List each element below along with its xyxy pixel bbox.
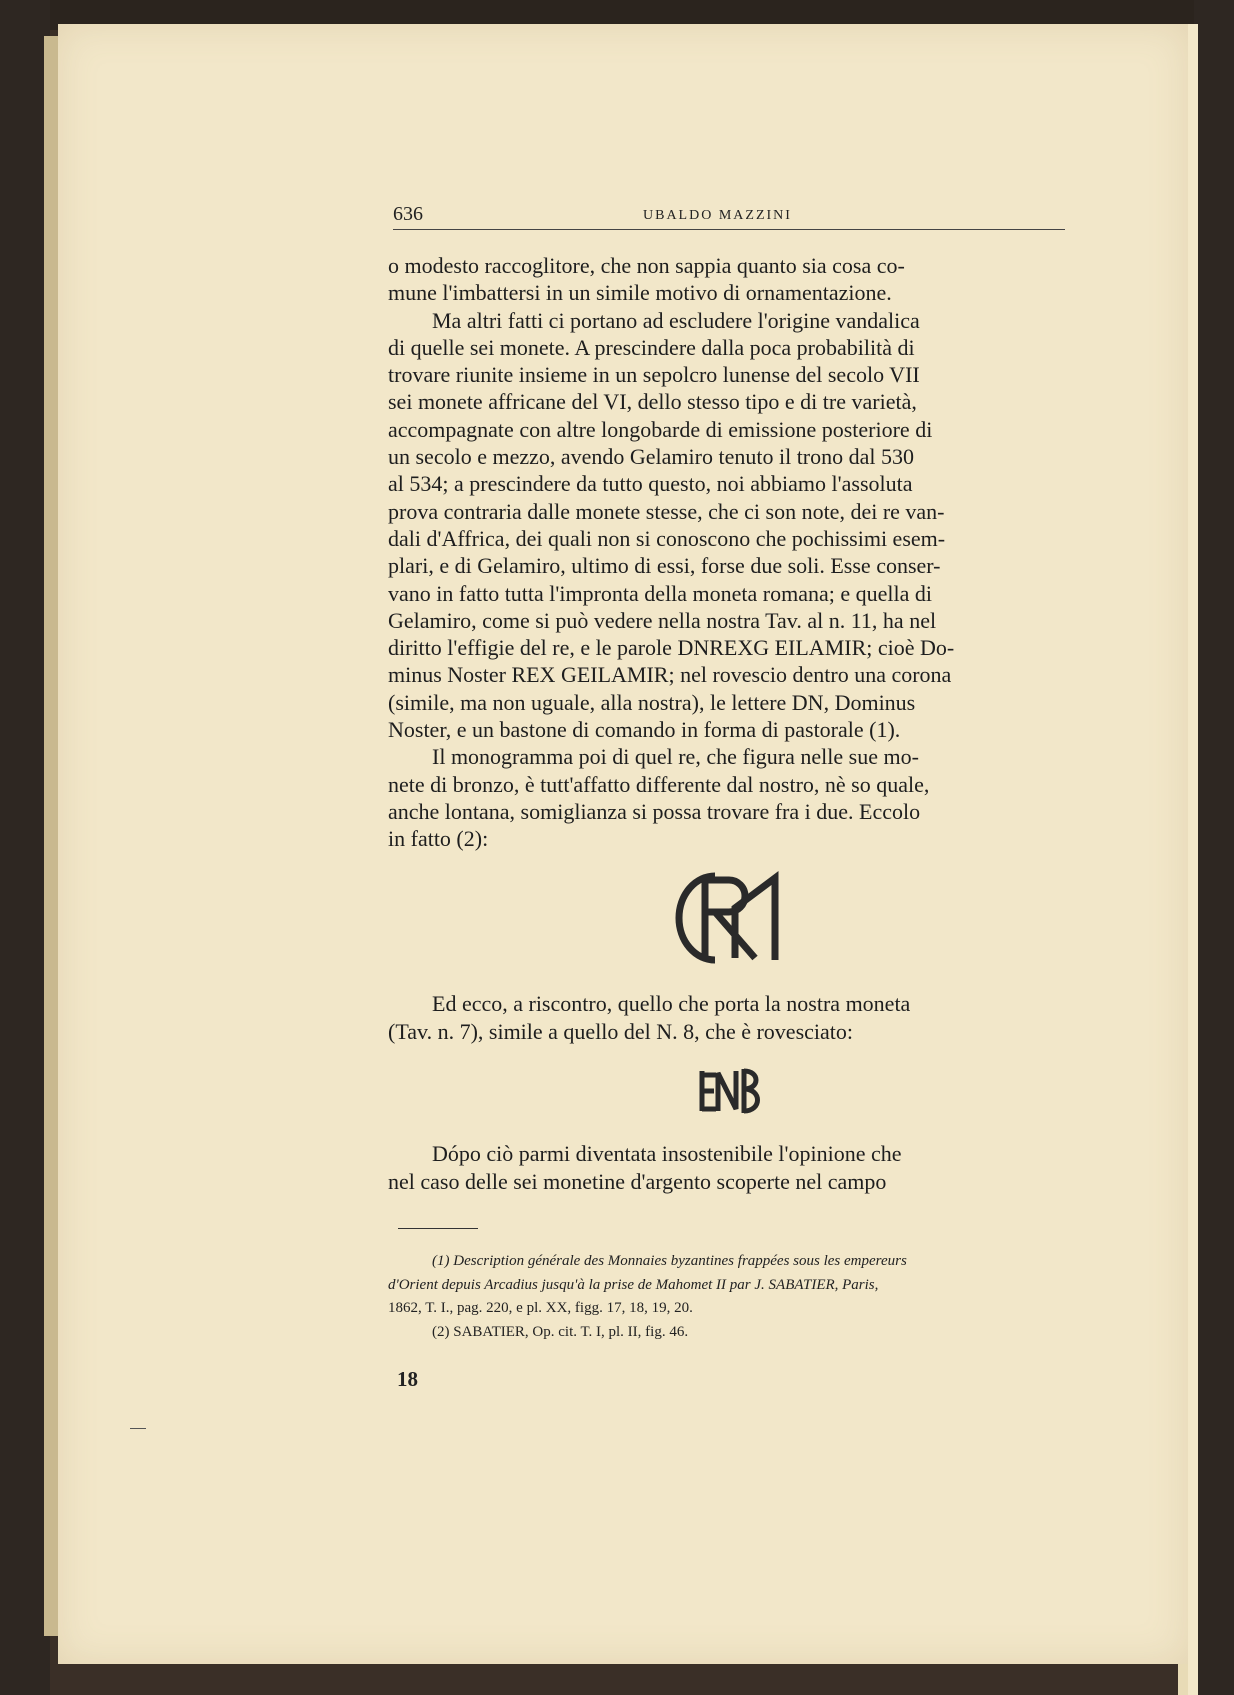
main-text bbox=[388, 252, 1068, 853]
footnote-line: d'Orient depuis Arcadius jusqu'à la prise de Mahomet II par J. SABATIER, Paris, bbox=[388, 1276, 879, 1293]
scanner-bed-left bbox=[0, 0, 50, 1695]
footnote-line: (1) Description générale des Monnaies byzantines frappées sous les empereurs bbox=[432, 1253, 907, 1269]
footnotes bbox=[388, 1250, 1070, 1344]
text-line: nete di bronzo, è tutt'affatto differente dal nostro, nè so quale, bbox=[388, 771, 930, 797]
footnote-line: 1862, T. I., pag. 220, e pl. XX, figg. 17, 18, 19, 20. bbox=[388, 1300, 693, 1316]
text-line: trovare riunite insieme in un sepolcro lunense del secolo VII bbox=[388, 362, 920, 388]
running-title: UBALDO MAZZINI bbox=[643, 208, 792, 223]
text-line: Il monogramma poi di quel re, che figura nelle sue mo- bbox=[432, 744, 919, 770]
facing-page-edge bbox=[1188, 24, 1198, 1695]
text-line: accompagnate con altre longobarde di emissione posteriore di bbox=[388, 416, 933, 442]
text-line: (simile, ma non uguale, alla nostra), le lettere DN, Dominus bbox=[388, 689, 916, 715]
text-line: di quelle sei monete. A prescindere dalla poca probabilità di bbox=[388, 334, 915, 360]
text-line: o modesto raccoglitore, che non sappia quanto sia cosa co- bbox=[388, 253, 905, 278]
paragraph bbox=[388, 990, 1068, 1046]
text-line: prova contraria dalle monete stesse, che ci son note, dei re van- bbox=[388, 498, 945, 524]
page-header bbox=[393, 205, 1065, 230]
monogram-gelamiro-icon bbox=[675, 868, 790, 968]
text-line: (Tav. n. 7), simile a quello del N. 8, che è rovesciato: bbox=[388, 1019, 853, 1044]
text-line: vano in fatto tutta l'impronta della moneta romana; e quella di bbox=[388, 580, 933, 606]
text-line: Noster, e un bastone di comando in forma di pastorale (1). bbox=[388, 717, 901, 743]
text-line: diritto l'effigie del re, e le parole DNREXG EILAMIR; cioè Do- bbox=[388, 635, 955, 661]
text-line: al 534; a prescindere da tutto questo, noi abbiamo l'assoluta bbox=[388, 471, 913, 497]
text-line: in fatto (2): bbox=[388, 826, 489, 852]
text-line: Ed ecco, a riscontro, quello che porta la nostra moneta bbox=[432, 991, 911, 1016]
footnote-line: (2) SABATIER, Op. cit. T. I, pl. II, fig. 46. bbox=[432, 1323, 689, 1340]
signature-mark: 18 bbox=[397, 1367, 418, 1391]
scanner-bed-right bbox=[1194, 0, 1234, 1695]
text-line: Dópo ciò parmi diventata insostenibile l'opinione che bbox=[432, 1141, 902, 1166]
text-line: plari, e di Gelamiro, ultimo di essi, forse due soli. Esse conser- bbox=[388, 553, 941, 579]
text-line: mune l'imbattersi in un simile motivo di ornamentazione. bbox=[388, 280, 892, 306]
text-line: sei monete affricane del VI, dello stesso tipo e di tre varietà, bbox=[388, 389, 917, 415]
footnote-rule bbox=[398, 1228, 478, 1229]
text-line: un secolo e mezzo, avendo Gelamiro tenuto il trono dal 530 bbox=[388, 444, 915, 470]
text-line: Ma altri fatti ci portano ad escludere l'origine vandalica bbox=[432, 307, 920, 333]
margin-mark bbox=[130, 1428, 146, 1429]
monogram-coin-icon bbox=[698, 1065, 768, 1115]
text-line: anche lontana, somiglianza si possa trovare fra i due. Eccolo bbox=[388, 798, 921, 824]
text-line: Gelamiro, come si può vedere nella nostra Tav. al n. 11, ha nel bbox=[388, 607, 937, 633]
text-line: minus Noster REX GEILAMIR; nel rovescio dentro una corona bbox=[388, 662, 952, 688]
text-line: nel caso delle sei monetine d'argento scoperte nel campo bbox=[388, 1169, 887, 1194]
paragraph bbox=[388, 1140, 1068, 1196]
page-number: 636 bbox=[393, 203, 423, 225]
text-line: dali d'Affrica, dei quali non si conoscono che pochissimi esem- bbox=[388, 525, 946, 551]
